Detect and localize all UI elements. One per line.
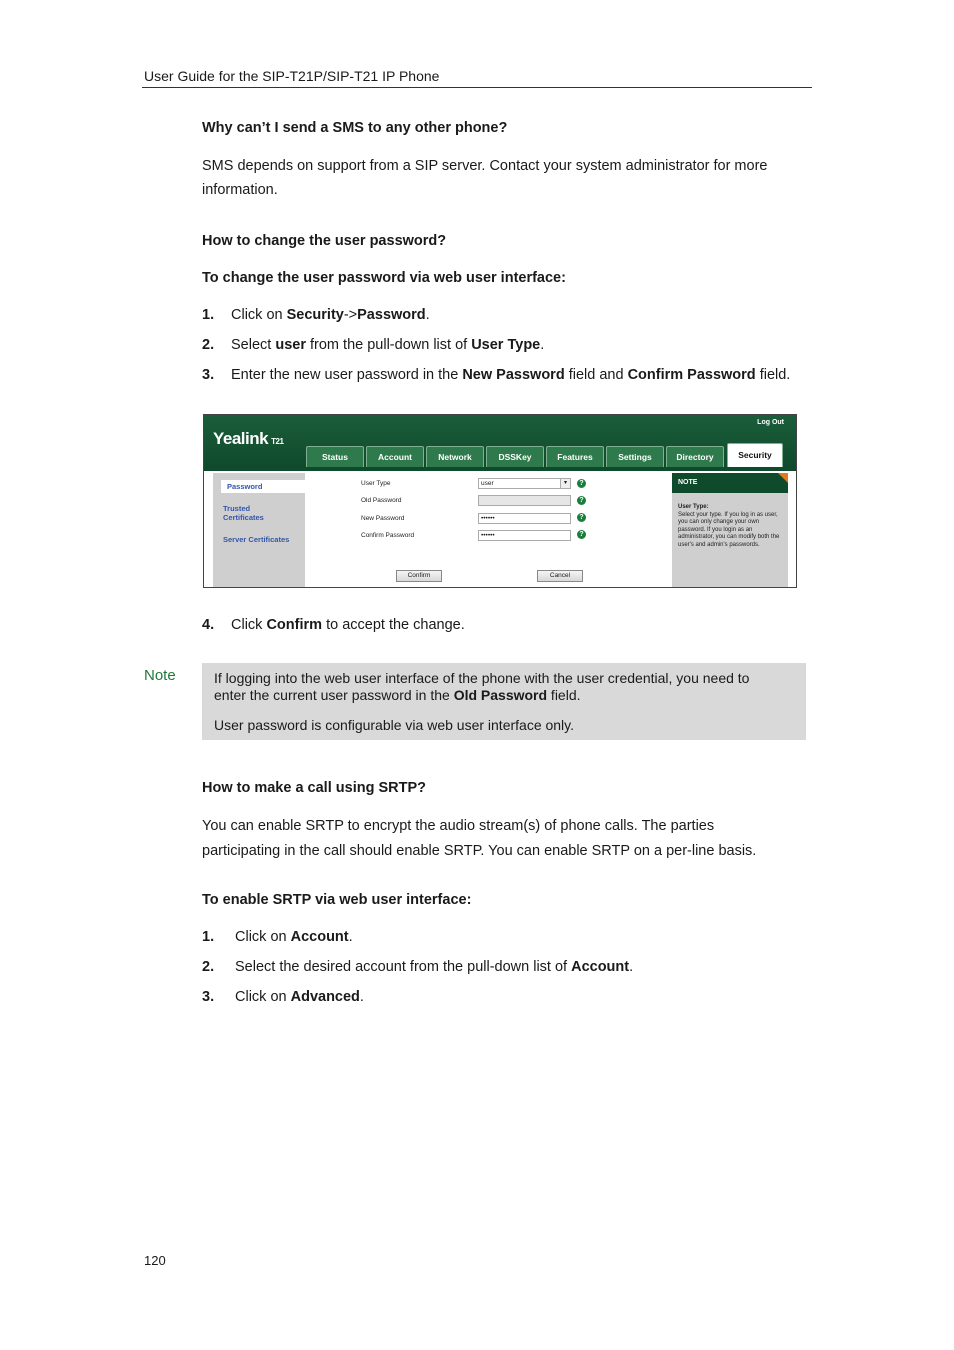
new-password-label: New Password	[361, 515, 405, 522]
srtp-subheading: To enable SRTP via web user interface:	[202, 892, 472, 908]
old-password-field[interactable]	[478, 495, 571, 506]
help-icon[interactable]: ?	[577, 496, 586, 505]
note-panel-body: User Type: Select your type. If you log in as user, you can only change your own password. If you login as an administrator, you can modify both the user's and admin's passwords.	[678, 504, 780, 548]
running-header: User Guide for the SIP-T21P/SIP-T21 IP Phone	[144, 68, 440, 84]
note-line-3: User password is configurable via web user interface only.	[214, 717, 575, 733]
sms-answer-line-2: information.	[202, 182, 278, 198]
tab-dsskey[interactable]: DSSKey	[486, 446, 544, 467]
confirm-password-field[interactable]: ••••••	[478, 530, 571, 541]
cancel-button[interactable]: Cancel	[537, 570, 583, 582]
password-subheading: To change the user password via web user interface:	[202, 270, 566, 286]
sidebar-item-trusted-certificates[interactable]: Trusted Certificates	[223, 504, 264, 522]
srtp-question: How to make a call using SRTP?	[202, 780, 426, 796]
tab-account[interactable]: Account	[366, 446, 424, 467]
page-number: 120	[144, 1253, 166, 1268]
user-type-label: User Type	[361, 480, 391, 487]
note-panel	[672, 473, 788, 587]
sms-question: Why can’t I send a SMS to any other phone?	[202, 120, 508, 136]
sidebar-item-server-certificates[interactable]: Server Certificates	[223, 535, 290, 544]
tab-settings[interactable]: Settings	[606, 446, 664, 467]
help-icon[interactable]: ?	[577, 479, 586, 488]
logout-link[interactable]: Log Out	[757, 419, 784, 426]
security-sidebar	[213, 473, 305, 587]
tab-status[interactable]: Status	[306, 446, 364, 467]
note-box	[202, 663, 806, 740]
web-ui-screenshot	[203, 414, 797, 588]
help-icon[interactable]: ?	[577, 530, 586, 539]
user-type-select[interactable]: user ▾	[478, 478, 571, 489]
tab-network[interactable]: Network	[426, 446, 484, 467]
header-rule	[142, 87, 812, 88]
chevron-down-icon: ▾	[560, 479, 570, 488]
tab-directory[interactable]: Directory	[666, 446, 724, 467]
tab-security[interactable]: Security	[727, 443, 783, 468]
tab-features[interactable]: Features	[546, 446, 604, 467]
sms-answer-line-1: SMS depends on support from a SIP server. Contact your system administrator for more	[202, 158, 768, 174]
password-form	[308, 473, 668, 587]
yealink-logo: Yealink T21	[213, 429, 284, 448]
confirm-button[interactable]: Confirm	[396, 570, 442, 582]
password-question: How to change the user password?	[202, 233, 447, 249]
new-password-field[interactable]: ••••••	[478, 513, 571, 524]
srtp-paragraph-line-1: You can enable SRTP to encrypt the audio stream(s) of phone calls. The parties	[202, 818, 715, 834]
sidebar-item-password[interactable]: Password	[221, 480, 311, 493]
note-label: Note	[144, 667, 176, 684]
note-line-1: If logging into the web user interface of the phone with the user credential, you need to	[214, 670, 750, 686]
help-icon[interactable]: ?	[577, 513, 586, 522]
confirm-password-label: Confirm Password	[361, 532, 415, 539]
note-corner-icon	[778, 473, 788, 483]
note-line-2: enter the current user password in the Old Password field.	[214, 687, 581, 703]
web-ui-header-bar	[204, 415, 796, 467]
tab-underline-bar	[204, 467, 796, 471]
old-password-label: Old Password	[361, 497, 402, 504]
note-panel-title: NOTE	[672, 473, 788, 493]
srtp-paragraph-line-2: participating in the call should enable SRTP. You can enable SRTP on a per-line basis.	[202, 843, 757, 859]
